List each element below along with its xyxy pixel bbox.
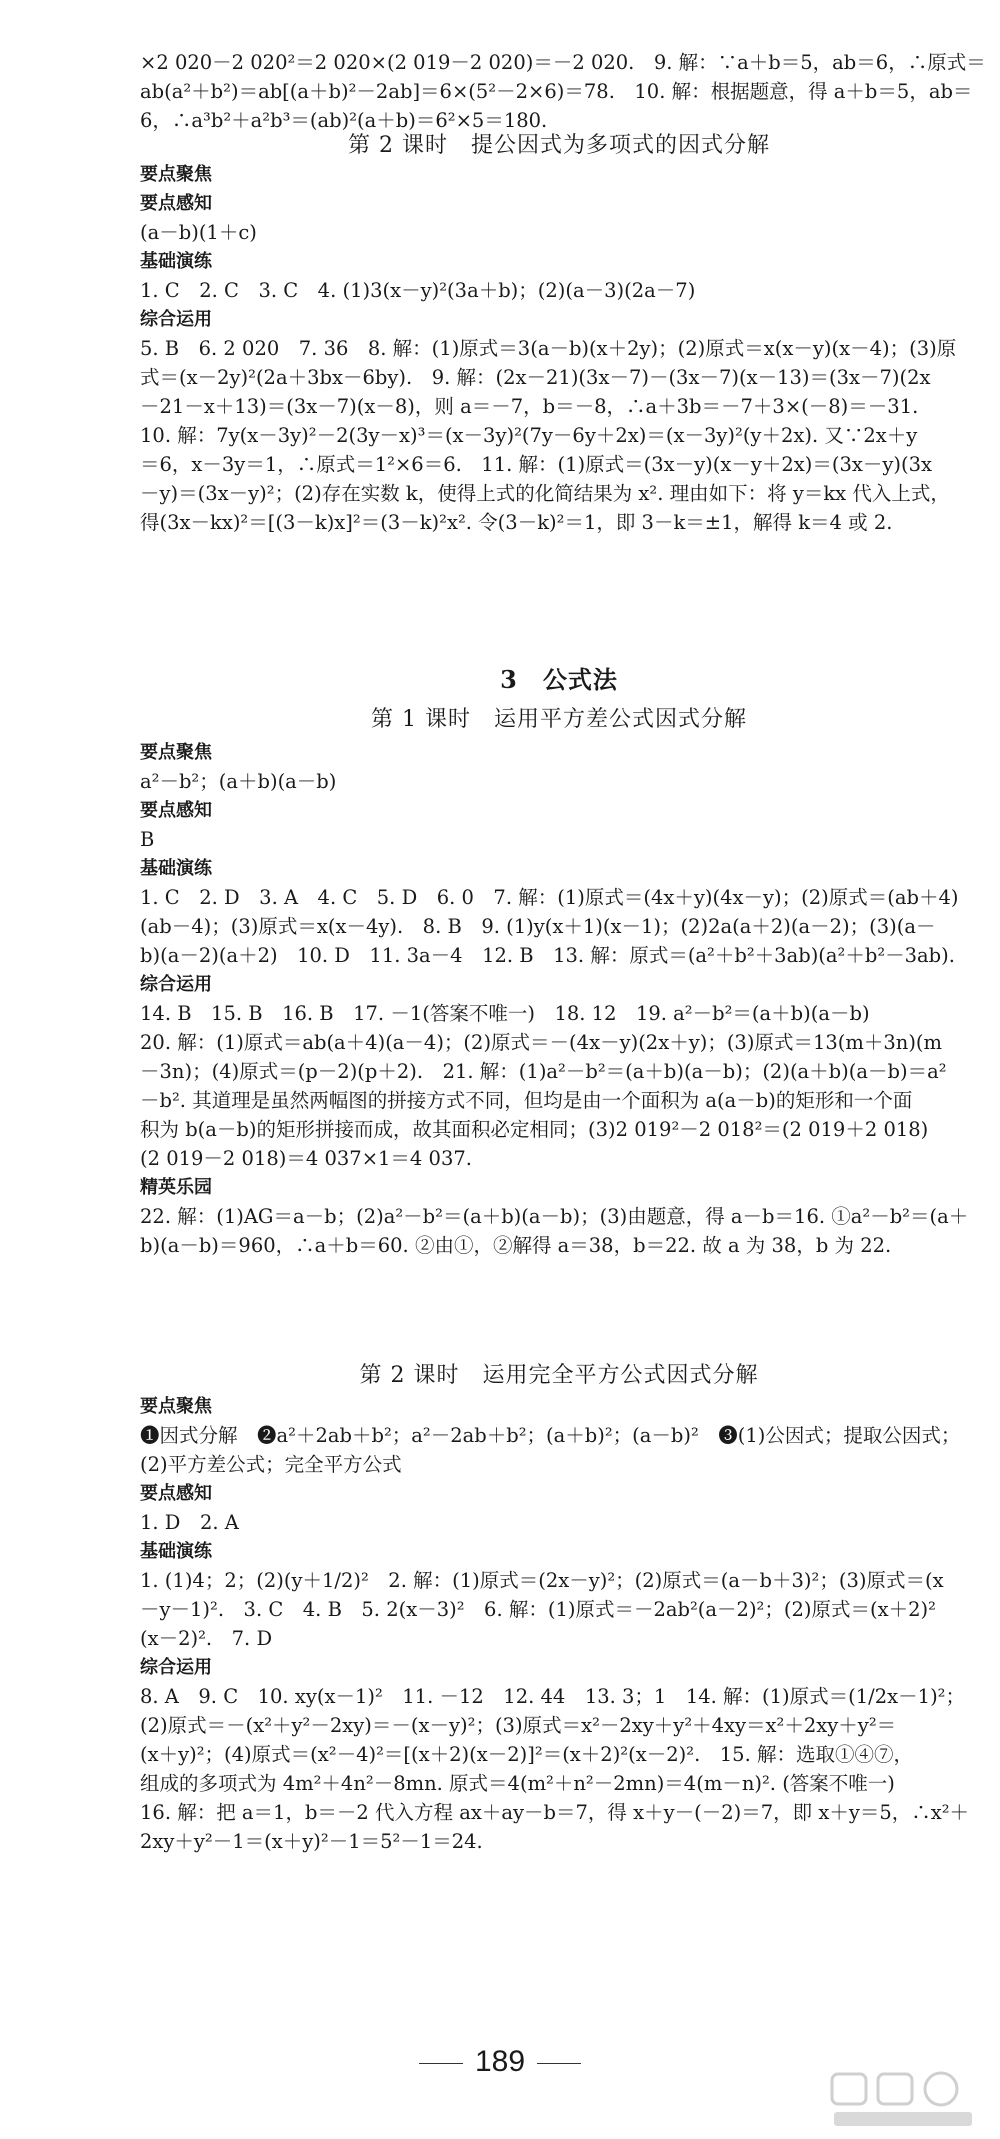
- lesson-c-body: [140, 1392, 978, 1856]
- text-line: 8. A 9. C 10. xy(x－1)² 11. －12 12. 44 13. 3；1 14. 解：(1)原式＝(1/2x－1)²；: [140, 1685, 965, 1708]
- text-line: 积为 b(a－b)的矩形拼接而成，故其面积必定相同；(3)2 019²－2 018²＝(2 019＋2 018): [140, 1118, 929, 1141]
- text-line: b)(a－2)(a＋2) 10. D 11. 3a－4 12. B 13. 解：原式＝(a²＋b²＋3ab)(a²＋b²－3ab).: [140, 944, 955, 967]
- text-line: 1. (1)4；2；(2)(y＋1/2)² 2. 解：(1)原式＝(2x－y)²；(2)原式＝(a－b＋3)²；(3)原式＝(x: [140, 1569, 944, 1592]
- text-line: 得(3x－kx)²＝[(3－k)x]²＝(3－k)²x². 令(3－k)²＝1，即 3－k＝±1，解得 k＝4 或 2.: [140, 511, 893, 534]
- text-line: B: [140, 828, 155, 851]
- text-line: (a－b)(1＋c): [140, 221, 257, 244]
- text-line: 组成的多项式为 4m²＋4n²－8mn. 原式＝4(m²＋n²－2mn)＝4(m－n)². (答案不唯一): [140, 1772, 895, 1795]
- section-heading: 要点聚焦: [140, 164, 212, 185]
- text-line: 2xy＋y²－1＝(x＋y)²－1＝5²－1＝24.: [140, 1830, 483, 1853]
- section-heading: 精英乐园: [140, 1177, 212, 1198]
- section-heading: 要点感知: [140, 800, 212, 821]
- text-line: 22. 解：(1)AG＝a－b；(2)a²－b²＝(a＋b)(a－b)；(3)由题意，得 a－b＝16. ①a²－b²＝(a＋: [140, 1205, 969, 1228]
- section-heading: 基础演练: [140, 251, 212, 272]
- text-line: a²－b²；(a＋b)(a－b): [140, 770, 337, 793]
- text-line: (2)平方差公式；完全平方公式: [140, 1453, 402, 1476]
- section-heading: 要点聚焦: [140, 1396, 212, 1417]
- text-line: 6，∴a³b²＋a²b³＝(ab)²(a＋b)＝6²×5＝180.: [140, 109, 548, 132]
- text-line: 1. C 2. D 3. A 4. C 5. D 6. 0 7. 解：(1)原式＝(4x＋y)(4x－y)；(2)原式＝(ab＋4): [140, 886, 959, 909]
- dash-divider: [537, 2063, 581, 2064]
- section-heading: 要点聚焦: [140, 742, 212, 763]
- lesson-b-body: [140, 738, 978, 1260]
- text-line: b)(a－b)＝960，∴a＋b＝60. ②由①，②解得 a＝38，b＝22. 故 a 为 38，b 为 22.: [140, 1234, 892, 1257]
- text-line: (x－2)². 7. D: [140, 1627, 273, 1650]
- text-line: －3n)；(4)原式＝(p－2)(p＋2). 21. 解：(1)a²－b²＝(a＋b)(a－b)；(2)(a＋b)(a－b)＝a²: [140, 1060, 947, 1083]
- dash-divider: [419, 2063, 463, 2064]
- section-title: 3 公式法: [500, 665, 618, 694]
- text-line: ＝6，x－3y＝1，∴原式＝1²×6＝6. 11. 解：(1)原式＝(3x－y)(x－y＋2x)＝(3x－y)(3x: [140, 453, 933, 476]
- text-line: (2)原式＝－(x²＋y²－2xy)＝－(x－y)²；(3)原式＝x²－2xy＋y²＋4xy＝x²＋2xy＋y²＝: [140, 1714, 897, 1737]
- text-line: 5. B 6. 2 020 7. 36 8. 解：(1)原式＝3(a－b)(x＋2y)；(2)原式＝x(x－y)(x－4)；(3)原: [140, 337, 957, 360]
- section-heading: 要点感知: [140, 1483, 212, 1504]
- text-line: 1. D 2. A: [140, 1511, 239, 1534]
- text-line: ❶因式分解 ❷a²＋2ab＋b²；a²－2ab＋b²；(a＋b)²；(a－b)² ❸(1)公因式；提取公因式；: [140, 1424, 961, 1447]
- lesson-title: 第 2 课时 提公因式为多项式的因式分解: [348, 133, 770, 158]
- text-line: －b². 其道理是虽然两幅图的拼接方式不同，但均是由一个面积为 a(a－b)的矩形和一个面: [140, 1089, 913, 1112]
- lesson-title: 第 1 课时 运用平方差公式因式分解: [371, 707, 747, 732]
- lesson-title: 第 2 课时 运用完全平方公式因式分解: [359, 1363, 759, 1388]
- section-heading: 综合运用: [140, 974, 212, 995]
- text-line: 16. 解：把 a＝1，b＝－2 代入方程 ax＋ay－b＝7，得 x＋y－(－2)＝7，即 x＋y＝5，∴x²＋: [140, 1801, 970, 1824]
- text-line: ab(a²＋b²)＝ab[(a＋b)²－2ab]＝6×(5²－2×6)＝78. 10. 解：根据题意，得 a＋b＝5，ab＝: [140, 80, 973, 103]
- text-line: (ab－4)；(3)原式＝x(x－4y). 8. B 9. (1)y(x＋1)(x－1)；(2)2a(a＋2)(a－2)；(3)(a－: [140, 915, 936, 938]
- text-line: 10. 解：7y(x－3y)²－2(3y－x)³＝(x－3y)²(7y－6y＋2x)＝(x－3y)²(y＋2x). 又∵2x＋y: [140, 424, 918, 447]
- text-line: ×2 020－2 020²＝2 020×(2 019－2 020)＝－2 020. 9. 解：∵a＋b＝5，ab＝6，∴原式＝: [140, 51, 986, 74]
- section-heading: 综合运用: [140, 1657, 212, 1678]
- watermark-logo: [828, 2070, 978, 2132]
- section-heading: 要点感知: [140, 193, 212, 214]
- text-line: 式＝(x－2y)²(2a＋3bx－6by). 9. 解：(2x－21)(3x－7)－(3x－7)(x－13)＝(3x－7)(2x: [140, 366, 931, 389]
- text-line: (x＋y)²；(4)原式＝(x²－4)²＝[(x＋2)(x－2)]²＝(x＋2)²(x－2)². 15. 解：选取①④⑦，: [140, 1743, 913, 1766]
- section-heading: 综合运用: [140, 309, 212, 330]
- page-number-value: 189: [474, 2045, 526, 2078]
- text-line: 1. C 2. C 3. C 4. (1)3(x－y)²(3a＋b)；(2)(a－3)(2a－7): [140, 279, 696, 302]
- watermark-icon: [828, 2070, 978, 2132]
- section-heading: 基础演练: [140, 858, 212, 879]
- lesson-a-body: [140, 160, 978, 537]
- text-line: (2 019－2 018)＝4 037×1＝4 037.: [140, 1147, 472, 1170]
- text-line: 20. 解：(1)原式＝ab(a＋4)(a－4)；(2)原式＝－(4x－y)(2x＋y)；(3)原式＝13(m＋3n)(m: [140, 1031, 943, 1054]
- text-line: －y－1)². 3. C 4. B 5. 2(x－3)² 6. 解：(1)原式＝－2ab²(a－2)²；(2)原式＝(x＋2)²: [140, 1598, 936, 1621]
- text-line: 14. B 15. B 16. B 17. －1(答案不唯一) 18. 12 19. a²－b²＝(a＋b)(a－b): [140, 1002, 870, 1025]
- text-line: －y)＝(3x－y)²；(2)存在实数 k，使得上式的化简结果为 x². 理由如下：将 y＝kx 代入上式，: [140, 482, 950, 505]
- intro-block: [140, 48, 986, 135]
- section-heading: 基础演练: [140, 1541, 212, 1562]
- text-line: －21－x＋13)＝(3x－7)(x－8)，则 a＝－7，b＝－8，∴a＋3b＝－7＋3×(－8)＝－31.: [140, 395, 919, 418]
